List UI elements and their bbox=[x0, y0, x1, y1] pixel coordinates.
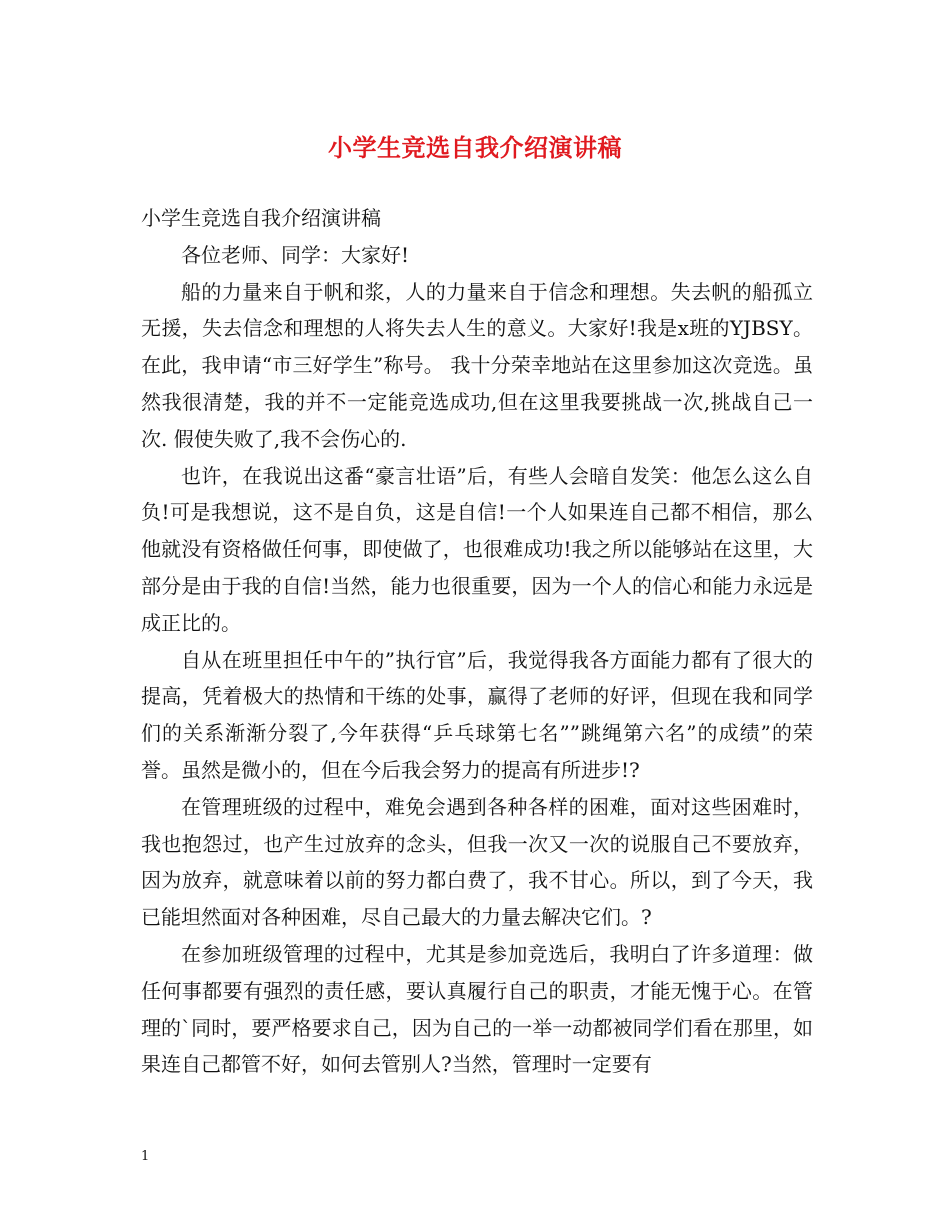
document-body bbox=[141, 200, 813, 1083]
body-paragraph: 在参加班级管理的过程中，尤其是参加竞选后，我明白了许多道理：做任何事都要有强烈的责任感，要认真履行自己的职责，才能无愧于心。在管理的`同时，要严格要求自己，因为自己的一举一动都被同学们看在那里，如果连自己都管不好，如何去管别人?当然，管理时一定要有 bbox=[141, 941, 813, 1077]
body-paragraph: 各位老师、同学：大家好! bbox=[181, 242, 410, 267]
body-paragraph: 船的力量来自于帆和浆，人的力量来自于信念和理想。失去帆的船孤立无援，失去信念和理想的人将失去人生的意义。大家好!我是x班的YJBSY。在此，我申请“市三好学生”称号。 我十分荣幸地站在这里参加这次竞选。虽然我很清楚，我的并不一定能竞选成功,但在这里我要挑战一次,挑战自己一次. 假使失败了,我不会伤心的. bbox=[141, 279, 813, 451]
document-title: 小学生竞选自我介绍演讲稿 bbox=[328, 133, 622, 162]
body-paragraph: 也许，在我说出这番“豪言壮语”后，有些人会暗自发笑：他怎么这么自负!可是我想说，这不是自负，这是自信!一个人如果连自己都不相信，那么他就没有资格做任何事，即使做了，也很难成功!我之所以能够站在这里，大部分是由于我的自信!当然，能力也很重要，因为一个人的信心和能力永远是成正比的。 bbox=[141, 463, 813, 635]
body-paragraph: 自从在班里担任中午的”执行官”后，我觉得我各方面能力都有了很大的提高，凭着极大的热情和干练的处事，赢得了老师的好评，但现在我和同学们的关系渐渐分裂了,今年获得“乒乓球第七名””跳绳第六名”的成绩”的荣誉。虽然是微小的，但在今后我会努力的提高有所进步!? bbox=[141, 647, 813, 782]
body-paragraph: 小学生竞选自我介绍演讲稿 bbox=[141, 206, 381, 230]
body-paragraph: 在管理班级的过程中，难免会遇到各种各样的困难，面对这些困难时，我也抱怨过，也产生过放弃的念头，但我一次又一次的说服自己不要放弃，因为放弃，就意味着以前的努力都白费了，我不甘心。所以，到了今天，我已能坦然面对各种困难，尽自己最大的力量去解决它们。? bbox=[141, 794, 813, 930]
page-number: 1 bbox=[141, 1149, 150, 1164]
